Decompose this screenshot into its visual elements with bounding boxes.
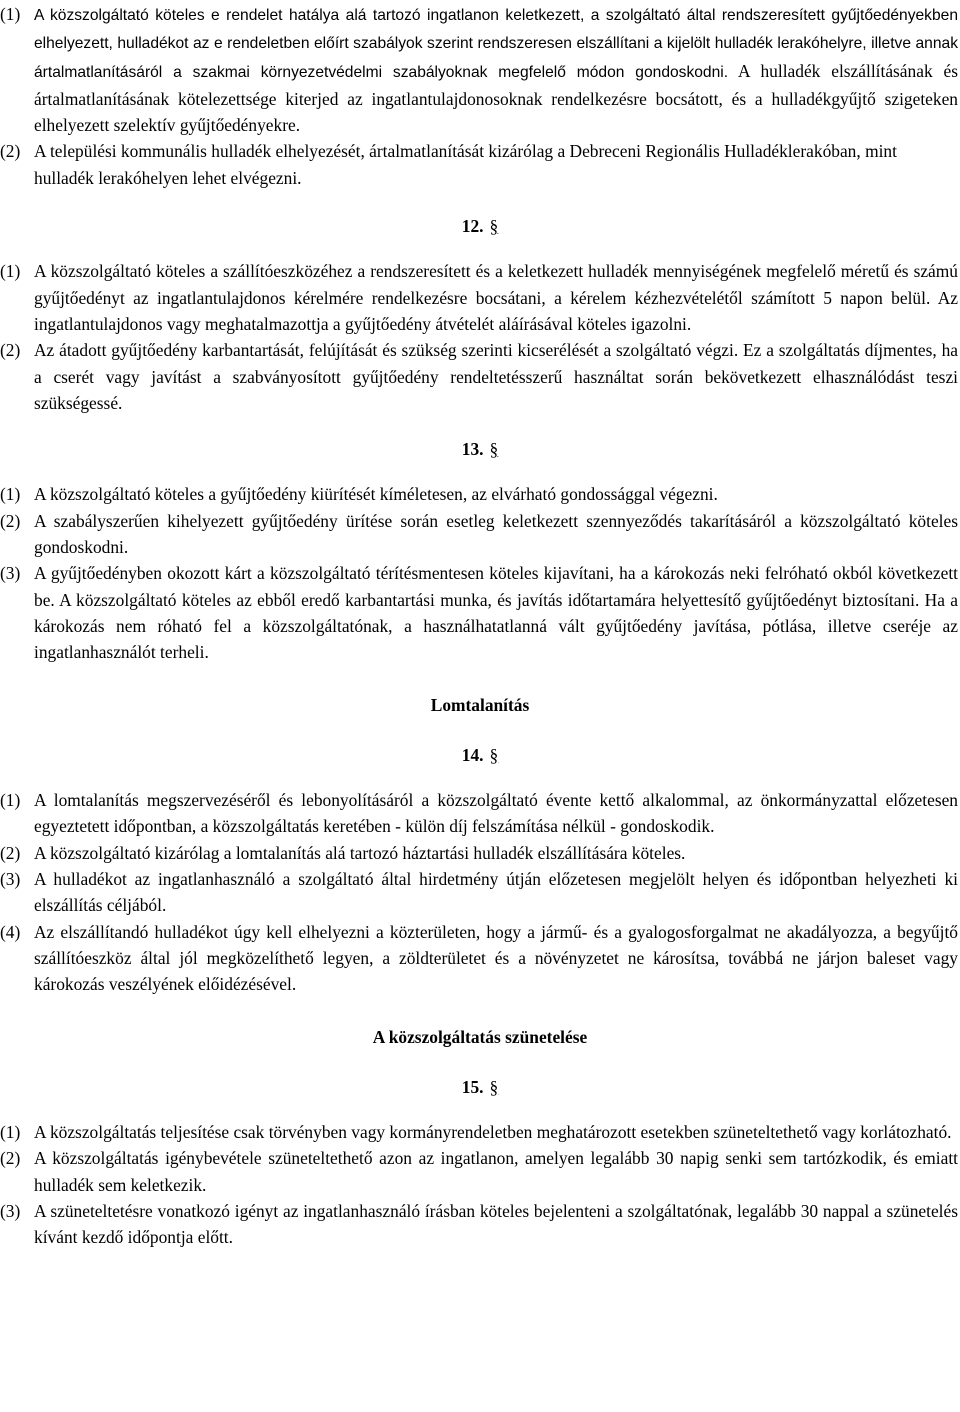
paragraph-number: (1): [0, 4, 21, 24]
paragraph-number: (1): [0, 1122, 21, 1143]
section-number-15: [0, 1074, 960, 1100]
paragraph-13-3: [0, 560, 960, 665]
section-number-14: [0, 742, 960, 768]
paragraph-text: A közszolgáltatás teljesítése csak törvényben vagy kormányrendeletben meghatározott esetekben szüneteltethető vagy korlátozható.: [34, 1122, 952, 1143]
paragraph-text: Az átadott gyűjtőedény karbantartását, felújítását és szükség szerinti kicserélését a szolgáltató végzi. Ez a szolgáltatás díjmentes, ha a cserét vagy javítást a szabványosított gyűjtőedény rendeltetésszerű használtat során bekövetkezett elhasználódást teszi szükségessé.: [34, 340, 958, 413]
paragraph-number: (2): [0, 510, 21, 531]
paragraph-number: (2): [0, 1148, 21, 1169]
paragraph-14-2: [0, 840, 960, 866]
paragraph-number: (4): [0, 921, 21, 942]
section-sign: §: [489, 439, 499, 460]
paragraph-text: A gyűjtőedényben okozott kárt a közszolgáltató térítésmentesen köteles kijavítani, ha a károkozás neki felróható okból következett be. A közszolgáltató köteles az ebből eredő karbantartási munka, és javítás időtartamára helyettesítő gyűjtőedényt biztosítani. Ha a károkozás nem róható fel a közszolgáltatónak, a használhatatlanná vált gyűjtőedény javítása, pótlása, illetve cseréje az ingatlanhasználót terheli.: [34, 563, 958, 663]
section-number: 14.: [461, 744, 484, 765]
paragraph-text-part: A hulladék elszállításának és ártalmatlanításának kötelezettsége kiterjed az ingatlantulajdonosoknak rendelkezésre bocsátott, és a hulladékgyűjtő szigeteken elhelyezett szelektív gyűjtőedényekre.: [34, 60, 958, 136]
paragraph-12-2: [0, 337, 960, 416]
paragraph-text: A közszolgáltató köteles a szállítóeszközéhez a rendszeresített és a keletkezett hulladék mennyiségének megfelelő méretű és számú gyűjtőedényt az ingatlantulajdonos kérelmére rendelkezésre bocsátani, a kérelem kézhezvételétől számított 5 napon belül. Az ingatlantulajdonos vagy meghatalmazottja a gyűjtőedény átvételét aláírásával köteles igazolni.: [34, 261, 958, 334]
paragraph-11-2: [0, 138, 960, 191]
document-page: [0, 1, 960, 1251]
section-number: 15.: [461, 1076, 484, 1097]
paragraph-number: (1): [0, 484, 21, 505]
paragraph-14-3: [0, 866, 960, 919]
paragraph-12-1: [0, 258, 960, 337]
paragraph-14-1: [0, 787, 960, 840]
paragraph-number: (2): [0, 340, 21, 361]
paragraph-13-2: [0, 508, 960, 561]
paragraph-number: (3): [0, 1200, 21, 1221]
paragraph-text: A lomtalanítás megszervezéséről és lebonyolításáról a közszolgáltató évente kettő alkalommal, az önkormányzattal előzetesen egyeztetett időpontban, a közszolgáltatás keretében - külön díj felszámítása nélkül - gondoskodik.: [34, 790, 958, 837]
section-number: 12.: [461, 216, 484, 237]
heading-lomtalanitas: Lomtalanítás: [430, 694, 530, 715]
paragraph-text: Az elszállítandó hulladékot úgy kell elhelyezni a közterületen, hogy a jármű- és a gyalogosforgalmat ne akadályozza, a begyűjtő szállítóeszköz által jól megközelíthető legyen, a zöldterületet és a növényzetet ne károsítsa, továbbá ne járjon baleset vagy károkozás veszélyének előidézésével.: [34, 921, 958, 995]
paragraph-13-1: [0, 481, 960, 507]
paragraph-number: (3): [0, 869, 21, 890]
section-number-13: [0, 436, 960, 462]
paragraph-text: A települési kommunális hulladék elhelyezését, ártalmatlanítását kizárólag a Debreceni Regionális Hulladéklerakóban, mint hulladék lerakóhelyen lehet elvégezni.: [34, 141, 897, 188]
paragraph-number: (2): [0, 141, 21, 162]
paragraph-number: (1): [0, 790, 21, 811]
paragraph-text: A hulladékot az ingatlanhasználó a szolgáltató által hirdetmény útján előzetesen megjelölt helyen és időpontban helyezheti ki elszállítás céljából.: [34, 869, 958, 916]
paragraph-text: A szabályszerűen kihelyezett gyűjtőedény ürítése során esetleg keletkezett szennyeződés takarításáról a közszolgáltató köteles gondoskodni.: [34, 510, 958, 558]
paragraph-text: A szüneteltetésre vonatkozó igényt az ingatlanhasználó írásban köteles bejelenteni a szolgáltatónak, legalább 30 nappal a szünetelés kívánt kezdő időpontja előtt.: [34, 1200, 958, 1248]
paragraph-text: A közszolgáltatás igénybevétele szüneteltethető azon az ingatlanon, amelyen legalább 30 napig senki sem tartózkodik, és emiatt hulladék sem keletkezik.: [34, 1148, 958, 1195]
paragraph-15-1: [0, 1119, 960, 1145]
paragraph-number: (3): [0, 563, 21, 584]
paragraph-11-1: [0, 1, 960, 138]
section-sign: §: [489, 1076, 499, 1097]
paragraph-number: (2): [0, 842, 21, 863]
section-sign: §: [489, 744, 499, 765]
section-sign: §: [489, 216, 499, 237]
section-number: 13.: [461, 439, 484, 460]
paragraph-15-3: [0, 1198, 960, 1251]
paragraph-text-part: A közszolgáltató köteles e rendelet hatálya alá tartozó ingatlanon keletkezett, a szolgáltató által rendszeresített gyűjtőedényekben elhelyezett, hulladékot az e rendeletben előírt szabályok szerint rendszeresen elszállítani a kijelölt hulladék lerakóhelyre, illetve annak ártalmatlanításáról a szakmai környezetvédelmi szabályoknak megfelelő módon gondoskodni.: [34, 7, 958, 81]
paragraph-text: A közszolgáltató köteles a gyűjtőedény kiürítését kíméletesen, az elvárható gondossággal végezni.: [34, 484, 718, 505]
paragraph-number: (1): [0, 261, 21, 282]
paragraph-text: A közszolgáltató kizárólag a lomtalanítás alá tartozó háztartási hulladék elszállítására köteles.: [34, 842, 686, 863]
paragraph-14-4: [0, 919, 960, 998]
section-number-12: [0, 213, 960, 239]
heading-szunetelese: A közszolgáltatás szünetelése: [372, 1026, 588, 1047]
paragraph-15-2: [0, 1145, 960, 1198]
